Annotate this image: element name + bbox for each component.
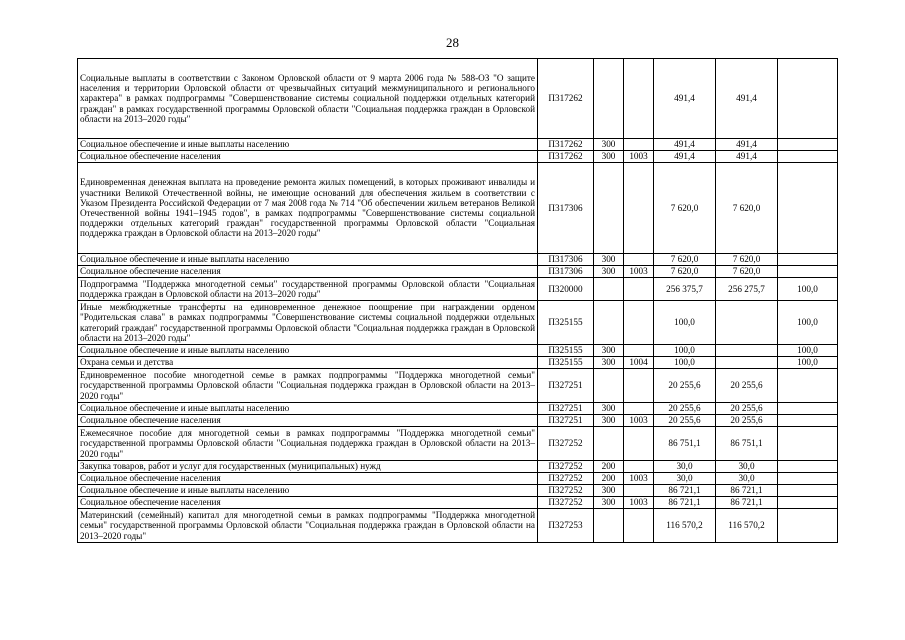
amount-regional: 30,0: [716, 461, 778, 473]
row-name: Социальное обеспечение населения: [78, 473, 538, 485]
expense-type-code: 300: [594, 254, 624, 266]
function-code: [624, 485, 654, 497]
target-article-code: П325155: [538, 345, 594, 357]
function-code: [624, 345, 654, 357]
amount-regional: [716, 357, 778, 369]
function-code: [624, 509, 654, 543]
function-code: [624, 59, 654, 139]
table-row: [78, 59, 838, 139]
amount-total: 86 751,1: [654, 427, 716, 461]
expense-type-code: 300: [594, 139, 624, 151]
amount-regional: 491,4: [716, 151, 778, 163]
expense-type-code: 300: [594, 415, 624, 427]
amount-total: 491,4: [654, 139, 716, 151]
table-row: [78, 497, 838, 509]
target-article-code: П317262: [538, 139, 594, 151]
row-name: Ежемесячное пособие для многодетной семьи в рамках подпрограммы "Поддержка многодетной семьи" государственной программы Орловской области "Социальная поддержка граждан в Орловской области на 2013–2020 годы": [78, 427, 538, 461]
table-row: [78, 509, 838, 543]
amount-regional: 256 275,7: [716, 278, 778, 301]
amount-total: 20 255,6: [654, 415, 716, 427]
amount-total: 7 620,0: [654, 163, 716, 254]
amount-federal: 100,0: [778, 301, 838, 345]
amount-total: 30,0: [654, 461, 716, 473]
table-row: [78, 278, 838, 301]
amount-total: 116 570,2: [654, 509, 716, 543]
target-article-code: П317306: [538, 254, 594, 266]
function-code: [624, 369, 654, 403]
amount-regional: [716, 345, 778, 357]
budget-table: [77, 58, 838, 543]
row-name: Социальное обеспечение и иные выплаты населению: [78, 403, 538, 415]
table-row: [78, 254, 838, 266]
table-row: [78, 473, 838, 485]
function-code: 1003: [624, 473, 654, 485]
target-article-code: П325155: [538, 357, 594, 369]
expense-type-code: 300: [594, 345, 624, 357]
amount-regional: 20 255,6: [716, 403, 778, 415]
function-code: [624, 427, 654, 461]
table-row: [78, 403, 838, 415]
amount-total: 20 255,6: [654, 369, 716, 403]
table-row: [78, 151, 838, 163]
target-article-code: П327251: [538, 415, 594, 427]
function-code: [624, 278, 654, 301]
function-code: [624, 301, 654, 345]
amount-regional: 7 620,0: [716, 254, 778, 266]
function-code: [624, 403, 654, 415]
expense-type-code: [594, 369, 624, 403]
function-code: 1003: [624, 266, 654, 278]
amount-federal: [778, 485, 838, 497]
amount-regional: 20 255,6: [716, 415, 778, 427]
target-article-code: П317306: [538, 266, 594, 278]
amount-federal: [778, 139, 838, 151]
function-code: 1003: [624, 497, 654, 509]
table-row: [78, 461, 838, 473]
amount-federal: [778, 403, 838, 415]
row-name: Социальные выплаты в соответствии с Законом Орловской области от 9 марта 2006 года № 588-ОЗ "О защите населения и территории Орловской области от чрезвычайных ситуаций межмуниципального и регионального характера" в рамках подпрограммы "Совершенствование системы социальной поддержки отдельных категорий граждан" в рамках государственной программы Орловской области "Социальная поддержка граждан в Орловской области на 2013–2020 годы": [78, 59, 538, 139]
row-name: Социальное обеспечение населения: [78, 151, 538, 163]
target-article-code: П327252: [538, 427, 594, 461]
expense-type-code: 300: [594, 403, 624, 415]
table-row: [78, 485, 838, 497]
amount-total: 100,0: [654, 301, 716, 345]
target-article-code: П317262: [538, 151, 594, 163]
function-code: 1003: [624, 151, 654, 163]
function-code: [624, 139, 654, 151]
expense-type-code: 300: [594, 151, 624, 163]
expense-type-code: 300: [594, 485, 624, 497]
amount-total: 100,0: [654, 345, 716, 357]
amount-federal: [778, 163, 838, 254]
amount-federal: 100,0: [778, 345, 838, 357]
expense-type-code: 200: [594, 473, 624, 485]
function-code: [624, 163, 654, 254]
row-name: Социальное обеспечение населения: [78, 415, 538, 427]
row-name: Социальное обеспечение населения: [78, 266, 538, 278]
function-code: [624, 461, 654, 473]
target-article-code: П317306: [538, 163, 594, 254]
amount-regional: 86 721,1: [716, 497, 778, 509]
amount-federal: 100,0: [778, 278, 838, 301]
amount-federal: [778, 497, 838, 509]
table-row: [78, 357, 838, 369]
amount-total: 491,4: [654, 59, 716, 139]
row-name: Социальное обеспечение и иные выплаты населению: [78, 485, 538, 497]
row-name: Единовременное пособие многодетной семье в рамках подпрограммы "Поддержка многодетной семьи" государственной программы Орловской области "Социальная поддержка граждан в Орловской области на 2013–2020 годы": [78, 369, 538, 403]
row-name: Подпрограмма "Поддержка многодетной семьи" государственной программы Орловской области "Социальная поддержка граждан в Орловской области на 2013–2020 годы": [78, 278, 538, 301]
amount-federal: [778, 461, 838, 473]
target-article-code: П327252: [538, 485, 594, 497]
amount-federal: [778, 254, 838, 266]
amount-total: 256 375,7: [654, 278, 716, 301]
amount-total: 491,4: [654, 151, 716, 163]
row-name: Закупка товаров, работ и услуг для государственных (муниципальных) нужд: [78, 461, 538, 473]
function-code: 1004: [624, 357, 654, 369]
row-name: Социальное обеспечение и иные выплаты населению: [78, 345, 538, 357]
expense-type-code: [594, 509, 624, 543]
row-name: Иные межбюджетные трансферты на единовременное денежное поощрение при награждении орденом "Родительская слава" в рамках подпрограммы "Совершенствование системы социальной поддержки отдельных категорий граждан" государственной программы Орловской области "Социальная поддержка граждан в Орловской области на 2013–2020 годы": [78, 301, 538, 345]
amount-federal: [778, 473, 838, 485]
amount-regional: [716, 301, 778, 345]
row-name: Социальное обеспечение населения: [78, 497, 538, 509]
target-article-code: П325155: [538, 301, 594, 345]
amount-regional: 7 620,0: [716, 163, 778, 254]
target-article-code: П327252: [538, 461, 594, 473]
target-article-code: П317262: [538, 59, 594, 139]
expense-type-code: [594, 427, 624, 461]
table-row: [78, 427, 838, 461]
target-article-code: П327252: [538, 497, 594, 509]
expense-type-code: [594, 278, 624, 301]
amount-total: 86 721,1: [654, 497, 716, 509]
amount-total: 100,0: [654, 357, 716, 369]
expense-type-code: 300: [594, 266, 624, 278]
amount-federal: [778, 369, 838, 403]
expense-type-code: [594, 59, 624, 139]
table-row: [78, 415, 838, 427]
function-code: [624, 254, 654, 266]
amount-federal: [778, 59, 838, 139]
expense-type-code: 300: [594, 357, 624, 369]
table-row: [78, 163, 838, 254]
table-row: [78, 369, 838, 403]
row-name: Охрана семьи и детства: [78, 357, 538, 369]
expense-type-code: 200: [594, 461, 624, 473]
amount-regional: 116 570,2: [716, 509, 778, 543]
table-row: [78, 301, 838, 345]
expense-type-code: [594, 301, 624, 345]
amount-federal: 100,0: [778, 357, 838, 369]
amount-federal: [778, 415, 838, 427]
amount-regional: 491,4: [716, 139, 778, 151]
row-name: Единовременная денежная выплата на проведение ремонта жилых помещений, в которых проживают инвалиды и участники Великой Отечественной войны, не имеющие оснований для обеспечения жильем в соответствии с Указом Президента Российской Федерации от 7 мая 2008 года № 714 "Об обеспечении жильем ветеранов Великой Отечественной войны 1941–1945 годов", в рамках подпрограммы "Совершенствование системы социальной поддержки отдельных категорий граждан" государственной программы Орловской области "Социальная поддержка граждан в Орловской области на 2013–2020 годы": [78, 163, 538, 254]
amount-regional: 7 620,0: [716, 266, 778, 278]
target-article-code: П327252: [538, 473, 594, 485]
amount-federal: [778, 266, 838, 278]
amount-regional: 30,0: [716, 473, 778, 485]
target-article-code: П327251: [538, 403, 594, 415]
table-row: [78, 345, 838, 357]
page-number: 28: [446, 35, 459, 50]
target-article-code: П327251: [538, 369, 594, 403]
row-name: Социальное обеспечение и иные выплаты населению: [78, 139, 538, 151]
function-code: 1003: [624, 415, 654, 427]
row-name: Социальное обеспечение и иные выплаты населению: [78, 254, 538, 266]
amount-federal: [778, 509, 838, 543]
amount-total: 20 255,6: [654, 403, 716, 415]
amount-regional: 86 751,1: [716, 427, 778, 461]
amount-federal: [778, 151, 838, 163]
amount-regional: 20 255,6: [716, 369, 778, 403]
amount-total: 7 620,0: [654, 254, 716, 266]
amount-regional: 86 721,1: [716, 485, 778, 497]
expense-type-code: 300: [594, 497, 624, 509]
row-name: Материнский (семейный) капитал для многодетной семьи в рамках подпрограммы "Поддержка многодетной семьи" государственной программы Орловской области "Социальная поддержка граждан в Орловской области на 2013–2020 годы": [78, 509, 538, 543]
table-row: [78, 266, 838, 278]
amount-total: 30,0: [654, 473, 716, 485]
amount-regional: 491,4: [716, 59, 778, 139]
amount-total: 86 721,1: [654, 485, 716, 497]
amount-federal: [778, 427, 838, 461]
target-article-code: П327253: [538, 509, 594, 543]
amount-total: 7 620,0: [654, 266, 716, 278]
table-row: [78, 139, 838, 151]
budget-table-body: [78, 59, 838, 543]
expense-type-code: [594, 163, 624, 254]
target-article-code: П320000: [538, 278, 594, 301]
